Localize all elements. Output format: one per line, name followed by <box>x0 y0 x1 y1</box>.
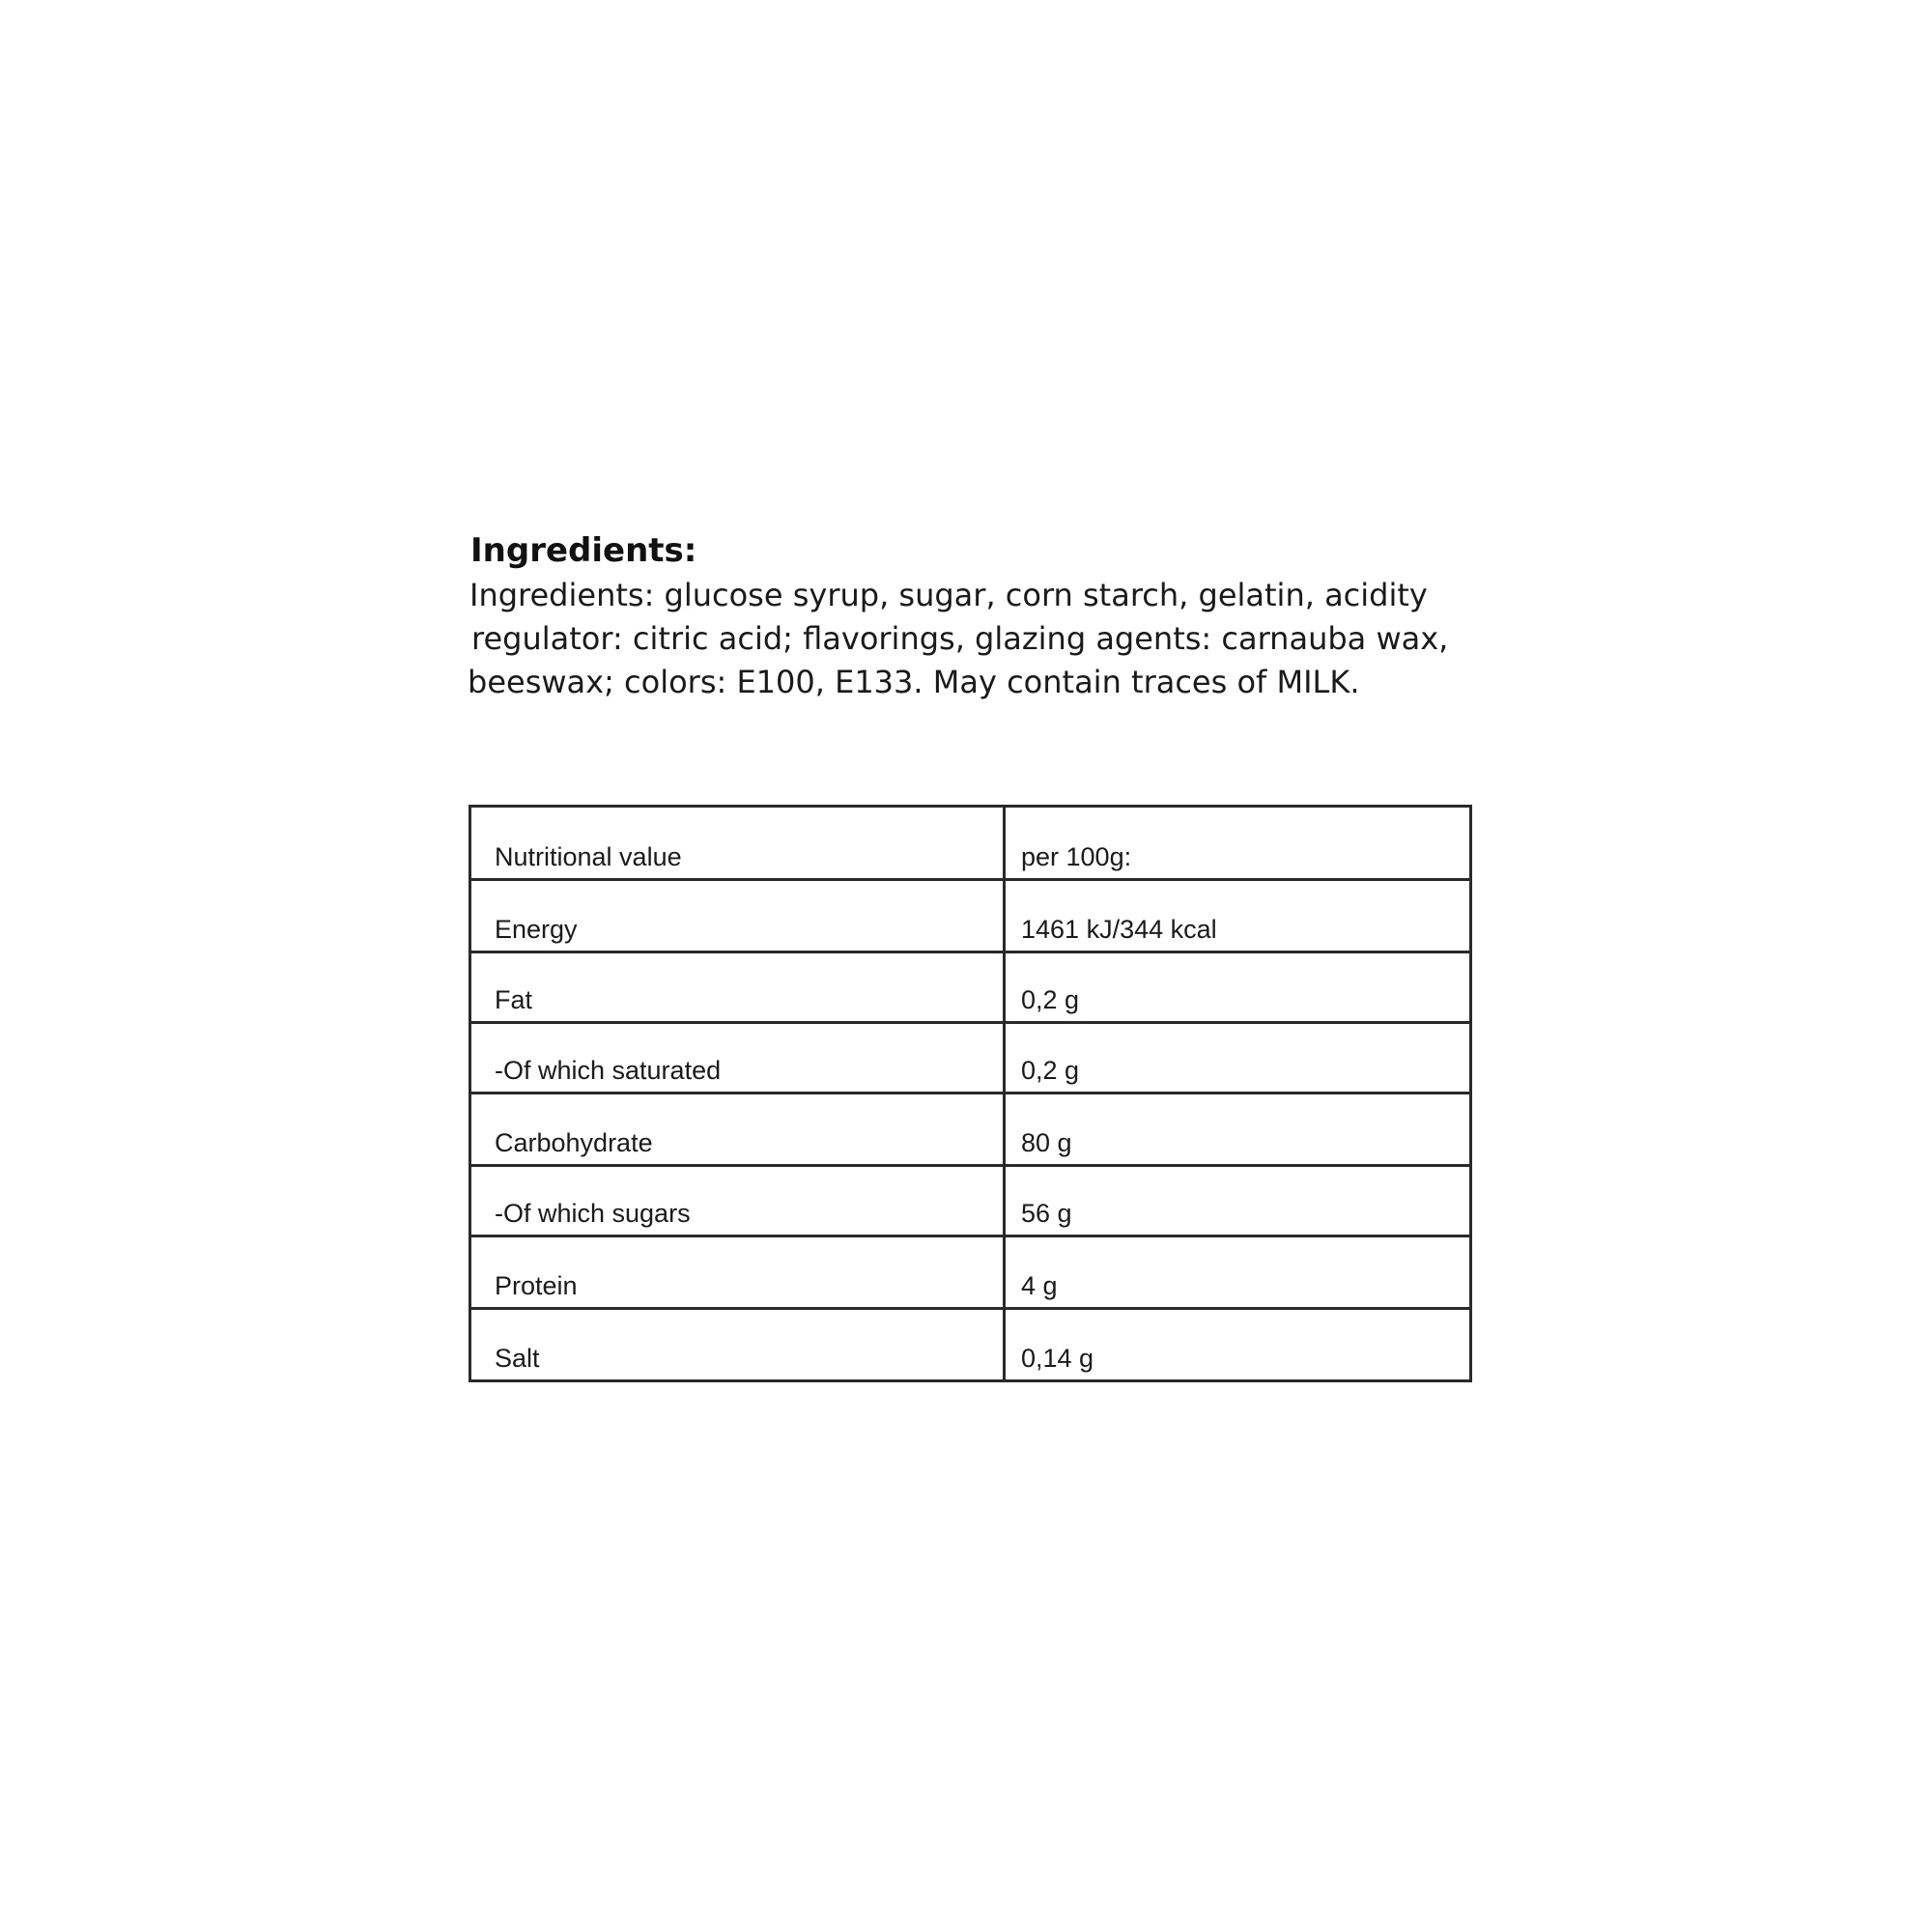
nutrient-value: 0,14 g <box>1005 1309 1471 1381</box>
table-row <box>470 1166 1471 1236</box>
nutrient-value: 4 g <box>1005 1236 1471 1309</box>
ingredients-text-line: regulator: citric acid; flavorings, glazing agents: carnauba wax, <box>471 620 1449 657</box>
table-header-row <box>470 807 1471 880</box>
nutrient-label: -Of which sugars <box>470 1166 1005 1236</box>
table-row <box>470 1236 1471 1309</box>
table-row <box>470 880 1471 952</box>
nutrient-value: 1461 kJ/344 kcal <box>1005 880 1471 952</box>
nutrition-table <box>469 805 1472 1382</box>
table-row <box>470 1094 1471 1166</box>
nutrient-value: 0,2 g <box>1005 952 1471 1023</box>
table-row <box>470 1309 1471 1381</box>
nutrient-label: Energy <box>470 880 1005 952</box>
ingredients-section <box>468 529 1449 704</box>
header-label-cell: Nutritional value <box>470 807 1005 880</box>
nutrient-value: 80 g <box>1005 1094 1471 1166</box>
nutrient-label: Carbohydrate <box>470 1094 1005 1166</box>
table-row <box>470 952 1471 1023</box>
ingredients-heading: Ingredients: <box>470 531 697 570</box>
nutrient-label: Salt <box>470 1309 1005 1381</box>
nutrient-label: Protein <box>470 1236 1005 1309</box>
table-row <box>470 1023 1471 1094</box>
nutrient-label: Fat <box>470 952 1005 1023</box>
nutrient-label: -Of which saturated <box>470 1023 1005 1094</box>
header-value-cell: per 100g: <box>1005 807 1471 880</box>
nutrient-value: 0,2 g <box>1005 1023 1471 1094</box>
ingredients-text-line: Ingredients: glucose syrup, sugar, corn starch, gelatin, acidity <box>469 577 1428 613</box>
nutrient-value: 56 g <box>1005 1166 1471 1236</box>
ingredients-text-line: beeswax; colors: E100, E133. May contain traces of MILK. <box>468 664 1360 700</box>
